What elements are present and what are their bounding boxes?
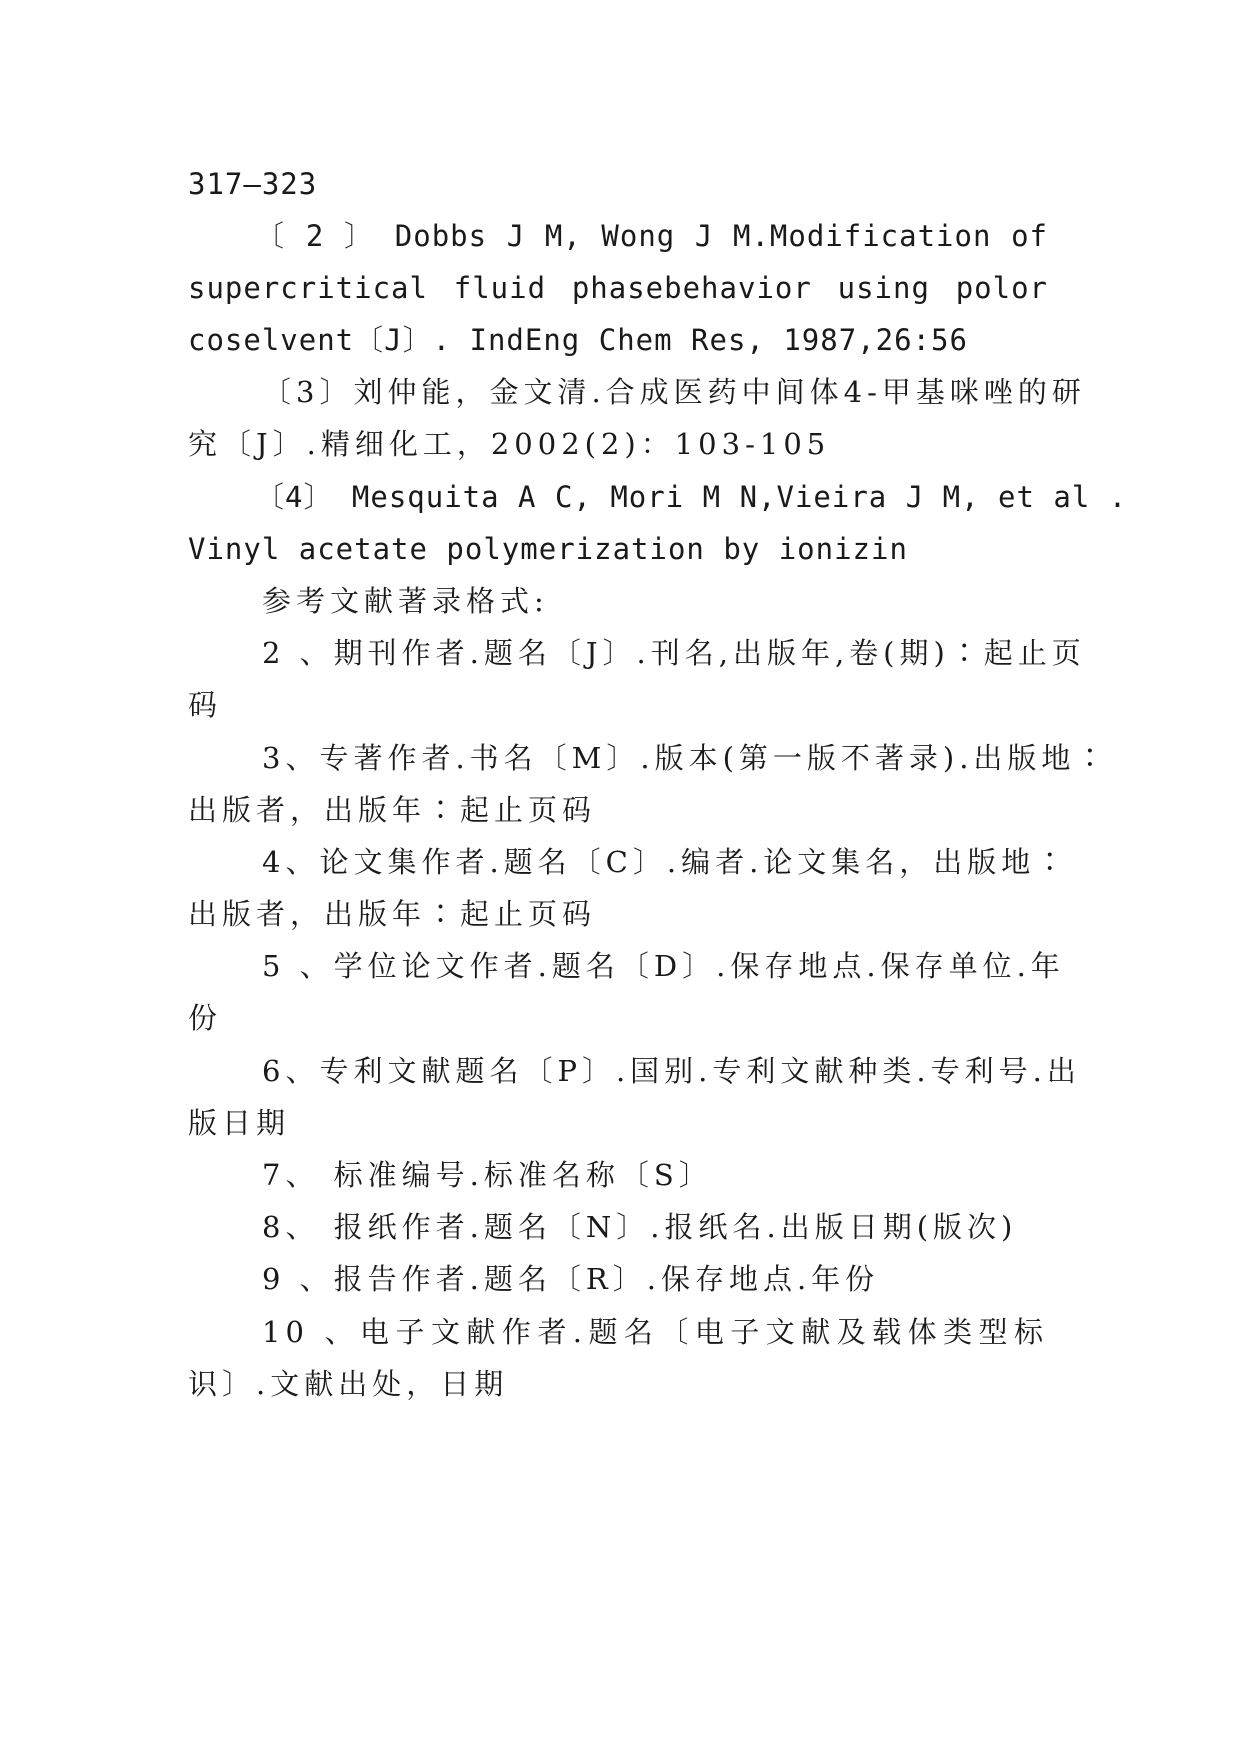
text-line: 识〕.文献出处，日期	[188, 1367, 509, 1401]
text-line: 版日期	[188, 1106, 291, 1140]
text-line: 出版者，出版年∶起止页码	[188, 793, 597, 827]
text-line: Vinyl acetate polymerization by ionizin	[188, 532, 908, 566]
text-line: coselvent〔J〕. IndEng Chem Res, 1987,26:56	[188, 323, 968, 357]
text-line: 究〔J〕.精细化工，2002(2)：103-105	[188, 427, 831, 461]
text-line: 份	[188, 1001, 223, 1035]
text-line: 〔4〕 Mesquita A C, Mori M N,Vieira J M, et al .	[255, 480, 1128, 514]
text-line: 3、专著作者.书名〔M〕.版本(第一版不著录).出版地∶	[262, 741, 1110, 775]
text-line: 6、专利文献题名〔P〕.国别.专利文献种类.专利号.出	[262, 1054, 1081, 1088]
text-line: 参考文献著录格式:	[262, 584, 549, 618]
text-line: 5 、学位论文作者.题名〔D〕.保存地点.保存单位.年	[262, 949, 1065, 983]
text-line: supercritical fluid phasebehavior using polor	[188, 271, 1048, 305]
text-line: 码	[188, 688, 223, 722]
text-line: 9 、报告作者.题名〔R〕.保存地点.年份	[262, 1262, 880, 1296]
text-line: 7、 标准编号.标准名称〔S〕	[262, 1158, 713, 1192]
text-line: 8、 报纸作者.题名〔N〕.报纸名.出版日期(版次)	[262, 1210, 1018, 1244]
text-line: 4、论文集作者.题名〔C〕.编者.论文集名，出版地∶	[262, 845, 1070, 879]
text-line: 317—323	[188, 167, 318, 201]
text-line: 〔3〕刘仲能，金文清.合成医药中间体4-甲基咪唑的研	[262, 375, 1086, 409]
text-line: 10 、电子文献作者.题名〔电子文献及载体类型标	[262, 1315, 1048, 1349]
text-line: 出版者，出版年∶起止页码	[188, 897, 597, 931]
text-line: 〔 2 〕 Dobbs J M, Wong J M.Modification of	[255, 219, 1048, 253]
text-line: 2 、期刊作者.题名〔J〕.刊名,出版年,卷(期)∶起止页	[262, 636, 1086, 670]
